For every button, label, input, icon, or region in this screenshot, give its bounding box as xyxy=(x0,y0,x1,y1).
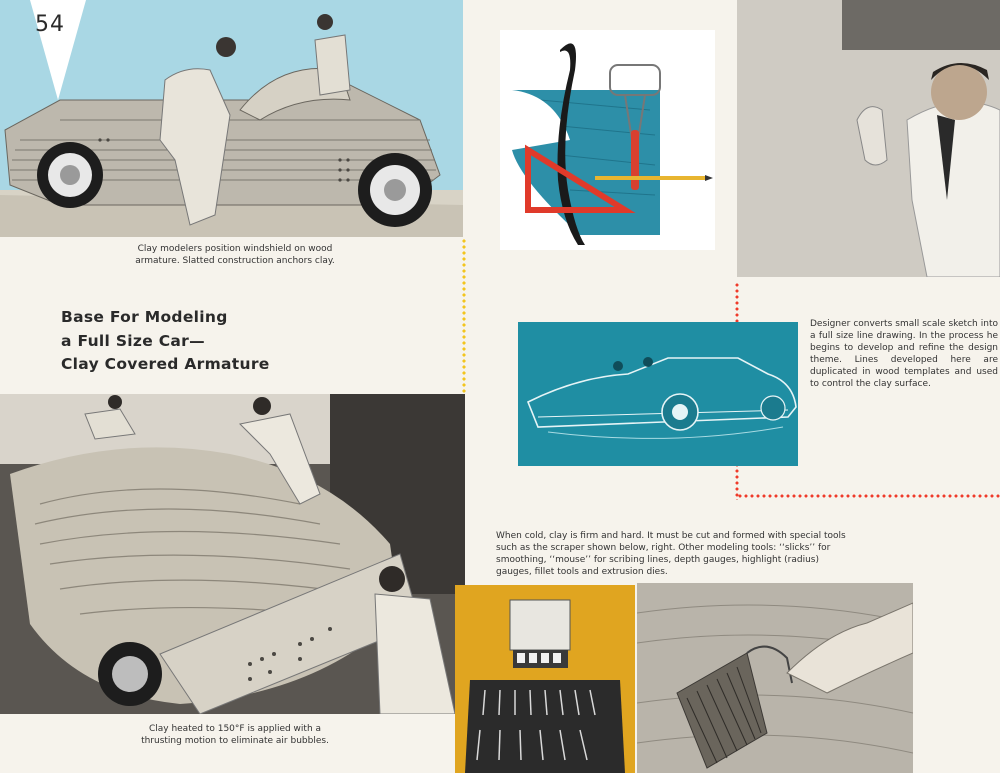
car-sketch-panel xyxy=(518,322,798,466)
heading-line-1: Base For Modeling xyxy=(61,308,228,326)
red-dotted-horizontal xyxy=(737,494,1000,498)
tool-kit-photo xyxy=(455,585,635,773)
section-heading xyxy=(61,306,361,377)
windshield-caption: Clay modelers position windshield on wood armature. Slatted construction anchors clay. xyxy=(135,244,335,266)
heading-line-3: Clay Covered Armature xyxy=(61,355,270,373)
designer-photo xyxy=(737,0,1000,277)
yellow-dotted-divider xyxy=(462,238,466,393)
designer-caption: Designer converts small scale sketch into a full size line drawing. In the process he begins to develop and refine the design theme. Lines developed here are duplicated in wood templates and used to control the clay surface. xyxy=(810,319,998,389)
scraper-photo xyxy=(637,583,913,773)
page-number: 54 xyxy=(35,12,65,37)
clay-covered-car-photo xyxy=(0,394,465,714)
heading-line-2: a Full Size Car— xyxy=(61,331,205,350)
clay-heated-caption: Clay heated to 150°F is applied with a thrusting motion to eliminate air bubbles. xyxy=(141,724,329,746)
templates-illustration xyxy=(500,30,715,250)
cold-clay-paragraph: When cold, clay is firm and hard. It must be cut and formed with special tools such as the scraper shown below, right. Other modeling tools: ‘‘slicks’’ for smoothing, ‘‘mouse’’ for scribing lines, depth gauges, highlight (radius) gauges, fillet tools and extrusion dies. xyxy=(496,531,846,577)
